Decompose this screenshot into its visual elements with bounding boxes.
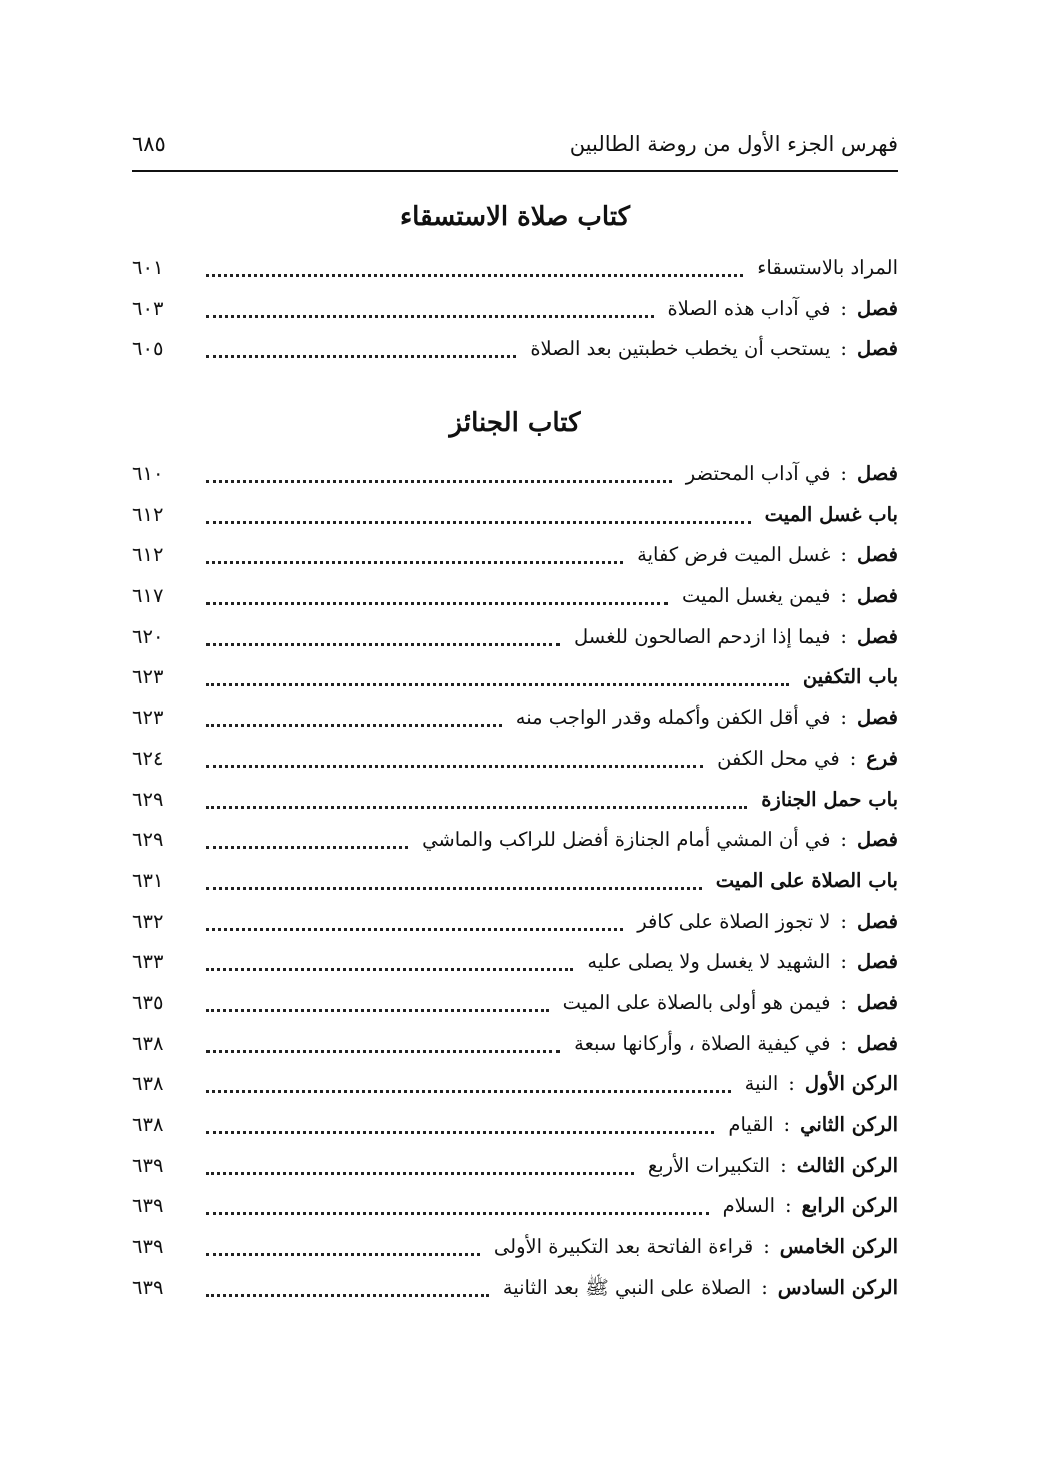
toc-entry[interactable]	[132, 456, 898, 497]
toc-entry-page-number: ٦٣٥	[132, 990, 164, 1014]
key-separator: :	[840, 543, 847, 567]
toc-entry-label	[503, 1276, 898, 1304]
toc-entry-label	[686, 462, 898, 485]
key-separator: :	[840, 584, 847, 608]
key-separator: :	[840, 706, 847, 730]
toc-entry-page-number: ٦٢٤	[132, 746, 164, 770]
toc-entry-key: فصل	[857, 706, 898, 730]
toc-entry-text: فيما إذا ازدحم الصالحون للغسل	[574, 624, 831, 648]
dot-leader	[206, 355, 516, 358]
section-istisqa	[132, 196, 898, 372]
toc-entry-label	[717, 747, 898, 770]
toc-entry-label	[723, 1194, 898, 1217]
toc-entry-text: باب غسل الميت	[764, 502, 898, 526]
dot-leader	[206, 1212, 709, 1215]
toc-entry-key: الركن السادس	[777, 1275, 898, 1299]
toc-entry-page-number: ٦٣٩	[132, 1194, 164, 1218]
toc-entry-key: فصل	[857, 990, 898, 1014]
toc-entry[interactable]	[132, 250, 898, 291]
toc-entry[interactable]	[132, 291, 898, 332]
key-separator: :	[763, 1235, 770, 1259]
toc-entry[interactable]	[132, 1066, 898, 1107]
dot-leader	[206, 928, 623, 931]
toc-entry-text: التكبيرات الأربع	[647, 1153, 771, 1177]
toc-entry-page-number: ٦٣٩	[132, 1153, 164, 1177]
toc-entry-text: في آداب المحتضر	[685, 462, 831, 485]
dot-leader	[206, 765, 703, 768]
key-separator: :	[783, 1113, 791, 1136]
toc-entry-text: باب حمل الجنازة	[761, 787, 898, 811]
dot-leader	[206, 846, 408, 849]
toc-entry-page-number: ٦٢٩	[132, 787, 164, 811]
dot-leader	[206, 683, 789, 686]
dot-leader	[206, 1050, 560, 1053]
toc-entry-key: فصل	[857, 337, 898, 361]
toc-entry-text: الشهيد لا يغسل ولا يصلى عليه	[587, 950, 831, 974]
toc-entry-page-number: ٦١٢	[132, 543, 164, 567]
toc-entry-page-number: ٦٣٨	[132, 1113, 164, 1136]
toc-entry[interactable]	[132, 741, 898, 782]
toc-entry-label	[530, 337, 898, 360]
toc-entry-page-number: ٦٠٥	[132, 337, 164, 361]
toc-entry[interactable]	[132, 1148, 898, 1189]
dot-leader	[206, 274, 743, 277]
toc-entry-label	[637, 910, 898, 933]
toc-entry-page-number: ٦٣١	[132, 868, 164, 892]
toc-entry-text: النية	[744, 1072, 779, 1096]
toc-entry[interactable]	[132, 1026, 898, 1067]
running-header	[132, 128, 898, 168]
dot-leader	[206, 480, 672, 483]
toc-entry-text: في كيفية الصلاة ، وأركانها سبعة	[574, 1031, 831, 1055]
toc-entry-label	[728, 1113, 898, 1136]
toc-entry-page-number: ٦١٢	[132, 502, 164, 526]
key-separator: :	[840, 909, 847, 933]
key-separator: :	[761, 1275, 768, 1299]
toc-entry-key: فصل	[857, 1031, 898, 1055]
toc-entry-text: في محل الكفن	[717, 746, 840, 770]
toc-entry-label	[422, 828, 898, 851]
dot-leader	[206, 561, 623, 564]
toc-entry[interactable]	[132, 700, 898, 741]
toc-entry-page-number: ٦٢٠	[132, 624, 164, 648]
key-separator: :	[840, 950, 847, 974]
toc-entry-key: فصل	[857, 828, 898, 852]
toc-entry-label	[765, 503, 898, 526]
section-janaiz	[132, 402, 898, 1310]
dot-leader	[206, 521, 751, 524]
toc-entry-key: فصل	[857, 543, 898, 567]
section-title: كتاب صلاة الاستسقاء	[399, 202, 631, 232]
toc-entry[interactable]	[132, 1107, 898, 1148]
toc-entry-page-number: ٦٣٨	[132, 1072, 164, 1096]
toc-entry-page-number: ٦١٠	[132, 462, 164, 485]
toc-entry-page-number: ٦٣٢	[132, 909, 164, 933]
toc-entry[interactable]	[132, 1188, 898, 1229]
toc-entry-label	[668, 297, 898, 320]
toc-entry-text: القيام	[728, 1113, 774, 1136]
toc-entry-page-number: ٦٣٨	[132, 1031, 164, 1055]
toc-entry-text: يستحب أن يخطب خطبتين بعد الصلاة	[530, 337, 831, 361]
toc-entry-label	[761, 788, 898, 811]
dot-leader	[206, 887, 702, 890]
key-separator: :	[840, 1031, 847, 1055]
key-separator: :	[849, 746, 857, 770]
toc-entry-page-number: ٦٢٩	[132, 828, 164, 852]
toc-entry-key: الركن الأول	[804, 1072, 898, 1096]
key-separator: :	[840, 990, 847, 1014]
toc-entry-label	[648, 1154, 898, 1177]
toc-entry-text: لا تجوز الصلاة على كافر	[637, 909, 831, 933]
toc-entry[interactable]	[132, 782, 898, 823]
dot-leader	[206, 643, 560, 646]
toc-entry-label	[574, 1032, 898, 1055]
toc-entry-page-number: ٦٠٣	[132, 296, 164, 320]
toc-entry-page-number: ٦٠١	[132, 256, 164, 279]
toc-entry-text: فيمن يغسل الميت	[682, 584, 831, 608]
key-separator: :	[840, 337, 847, 361]
toc-entry-key: الركن الثالث	[796, 1153, 898, 1177]
toc-entry-key: فصل	[857, 584, 898, 608]
toc-entry[interactable]	[132, 578, 898, 619]
toc-list	[132, 456, 898, 1310]
dot-leader	[206, 602, 668, 605]
toc-entry-page-number: ٦٢٣	[132, 706, 164, 730]
toc-entry-label	[494, 1235, 898, 1258]
toc-entry-key: الركن الرابع	[801, 1194, 898, 1218]
toc-entry[interactable]	[132, 822, 898, 863]
toc-entry-label	[587, 950, 898, 973]
dot-leader	[206, 1172, 634, 1175]
toc-entry[interactable]	[132, 985, 898, 1026]
toc-entry-text: فيمن هو أولى بالصلاة على الميت	[562, 990, 831, 1014]
toc-entry-key: فصل	[857, 624, 898, 648]
toc-entry-page-number: ٦٢٣	[132, 665, 164, 689]
key-separator: :	[788, 1072, 795, 1096]
toc-entry-label	[803, 665, 898, 688]
key-separator: :	[785, 1194, 792, 1218]
header-rule	[132, 170, 898, 172]
toc-entry-key: الركن الخامس	[779, 1235, 898, 1259]
toc-entry-label	[745, 1072, 898, 1095]
dot-leader	[206, 968, 573, 971]
toc-entry-label	[637, 543, 898, 566]
toc-entry-text: الصلاة على النبي ﷺ بعد الثانية	[502, 1275, 752, 1299]
header-title: فهرس الجزء الأول من روضة الطالبين	[569, 132, 898, 156]
key-separator: :	[780, 1153, 787, 1177]
key-separator: :	[840, 828, 847, 852]
toc-list	[132, 250, 898, 372]
toc-entry[interactable]	[132, 331, 898, 372]
toc-entry[interactable]	[132, 1229, 898, 1270]
toc-entry-text: في أقل الكفن وأكمله وقدر الواجب منه	[515, 706, 831, 730]
dot-leader	[206, 315, 654, 318]
toc-entry-key: فصل	[857, 950, 898, 974]
dot-leader	[206, 1009, 549, 1012]
dot-leader	[206, 1294, 489, 1297]
toc-entry-page-number: ٦٣٩	[132, 1235, 164, 1259]
toc-entry-label	[574, 625, 898, 648]
toc-entry-text: في أن المشي أمام الجنازة أفضل للراكب والماشي	[422, 828, 831, 852]
dot-leader	[206, 724, 502, 727]
toc-entry-text: باب الصلاة على الميت	[715, 868, 898, 892]
toc-entry[interactable]	[132, 1270, 898, 1311]
toc-entry-text: باب التكفين	[802, 665, 898, 689]
toc-entry-text: المراد بالاستسقاء	[757, 256, 898, 279]
header-page-number: ٦٨٥	[132, 132, 166, 156]
toc-entry-text: السلام	[722, 1194, 776, 1218]
toc-entry-text: غسل الميت فرض كفاية	[637, 543, 831, 567]
toc-entry-key: فصل	[857, 462, 898, 485]
toc-entry-text: قراءة الفاتحة بعد التكبيرة الأولى	[493, 1235, 754, 1259]
toc-entry-page-number: ٦٣٣	[132, 950, 164, 974]
dot-leader	[206, 1090, 731, 1093]
dot-leader	[206, 806, 747, 809]
toc-entry-label	[716, 869, 898, 892]
toc-entry-label	[516, 706, 898, 729]
key-separator: :	[840, 462, 847, 485]
toc-entry-label	[757, 256, 898, 279]
section-title: كتاب الجنائز	[449, 408, 581, 438]
toc-entry-key: فرع	[866, 746, 898, 770]
toc-entry-page-number: ٦٣٩	[132, 1275, 164, 1299]
toc-entry-label	[563, 991, 898, 1014]
toc-entry[interactable]	[132, 537, 898, 578]
dot-leader	[206, 1131, 714, 1134]
toc-entry-label	[682, 584, 898, 607]
toc-entry-key: الركن الثاني	[800, 1113, 898, 1136]
key-separator: :	[840, 624, 847, 648]
toc-entry[interactable]	[132, 944, 898, 985]
toc-entry[interactable]	[132, 659, 898, 700]
toc-entry[interactable]	[132, 497, 898, 538]
toc-entry[interactable]	[132, 904, 898, 945]
key-separator: :	[840, 296, 847, 320]
toc-entry-text: في آداب هذه الصلاة	[667, 296, 831, 320]
toc-entry-page-number: ٦١٧	[132, 584, 164, 608]
dot-leader	[206, 1253, 480, 1256]
toc-entry[interactable]	[132, 863, 898, 904]
toc-entry-key: فصل	[857, 296, 898, 320]
toc-entry-key: فصل	[857, 909, 898, 933]
toc-entry[interactable]	[132, 619, 898, 660]
